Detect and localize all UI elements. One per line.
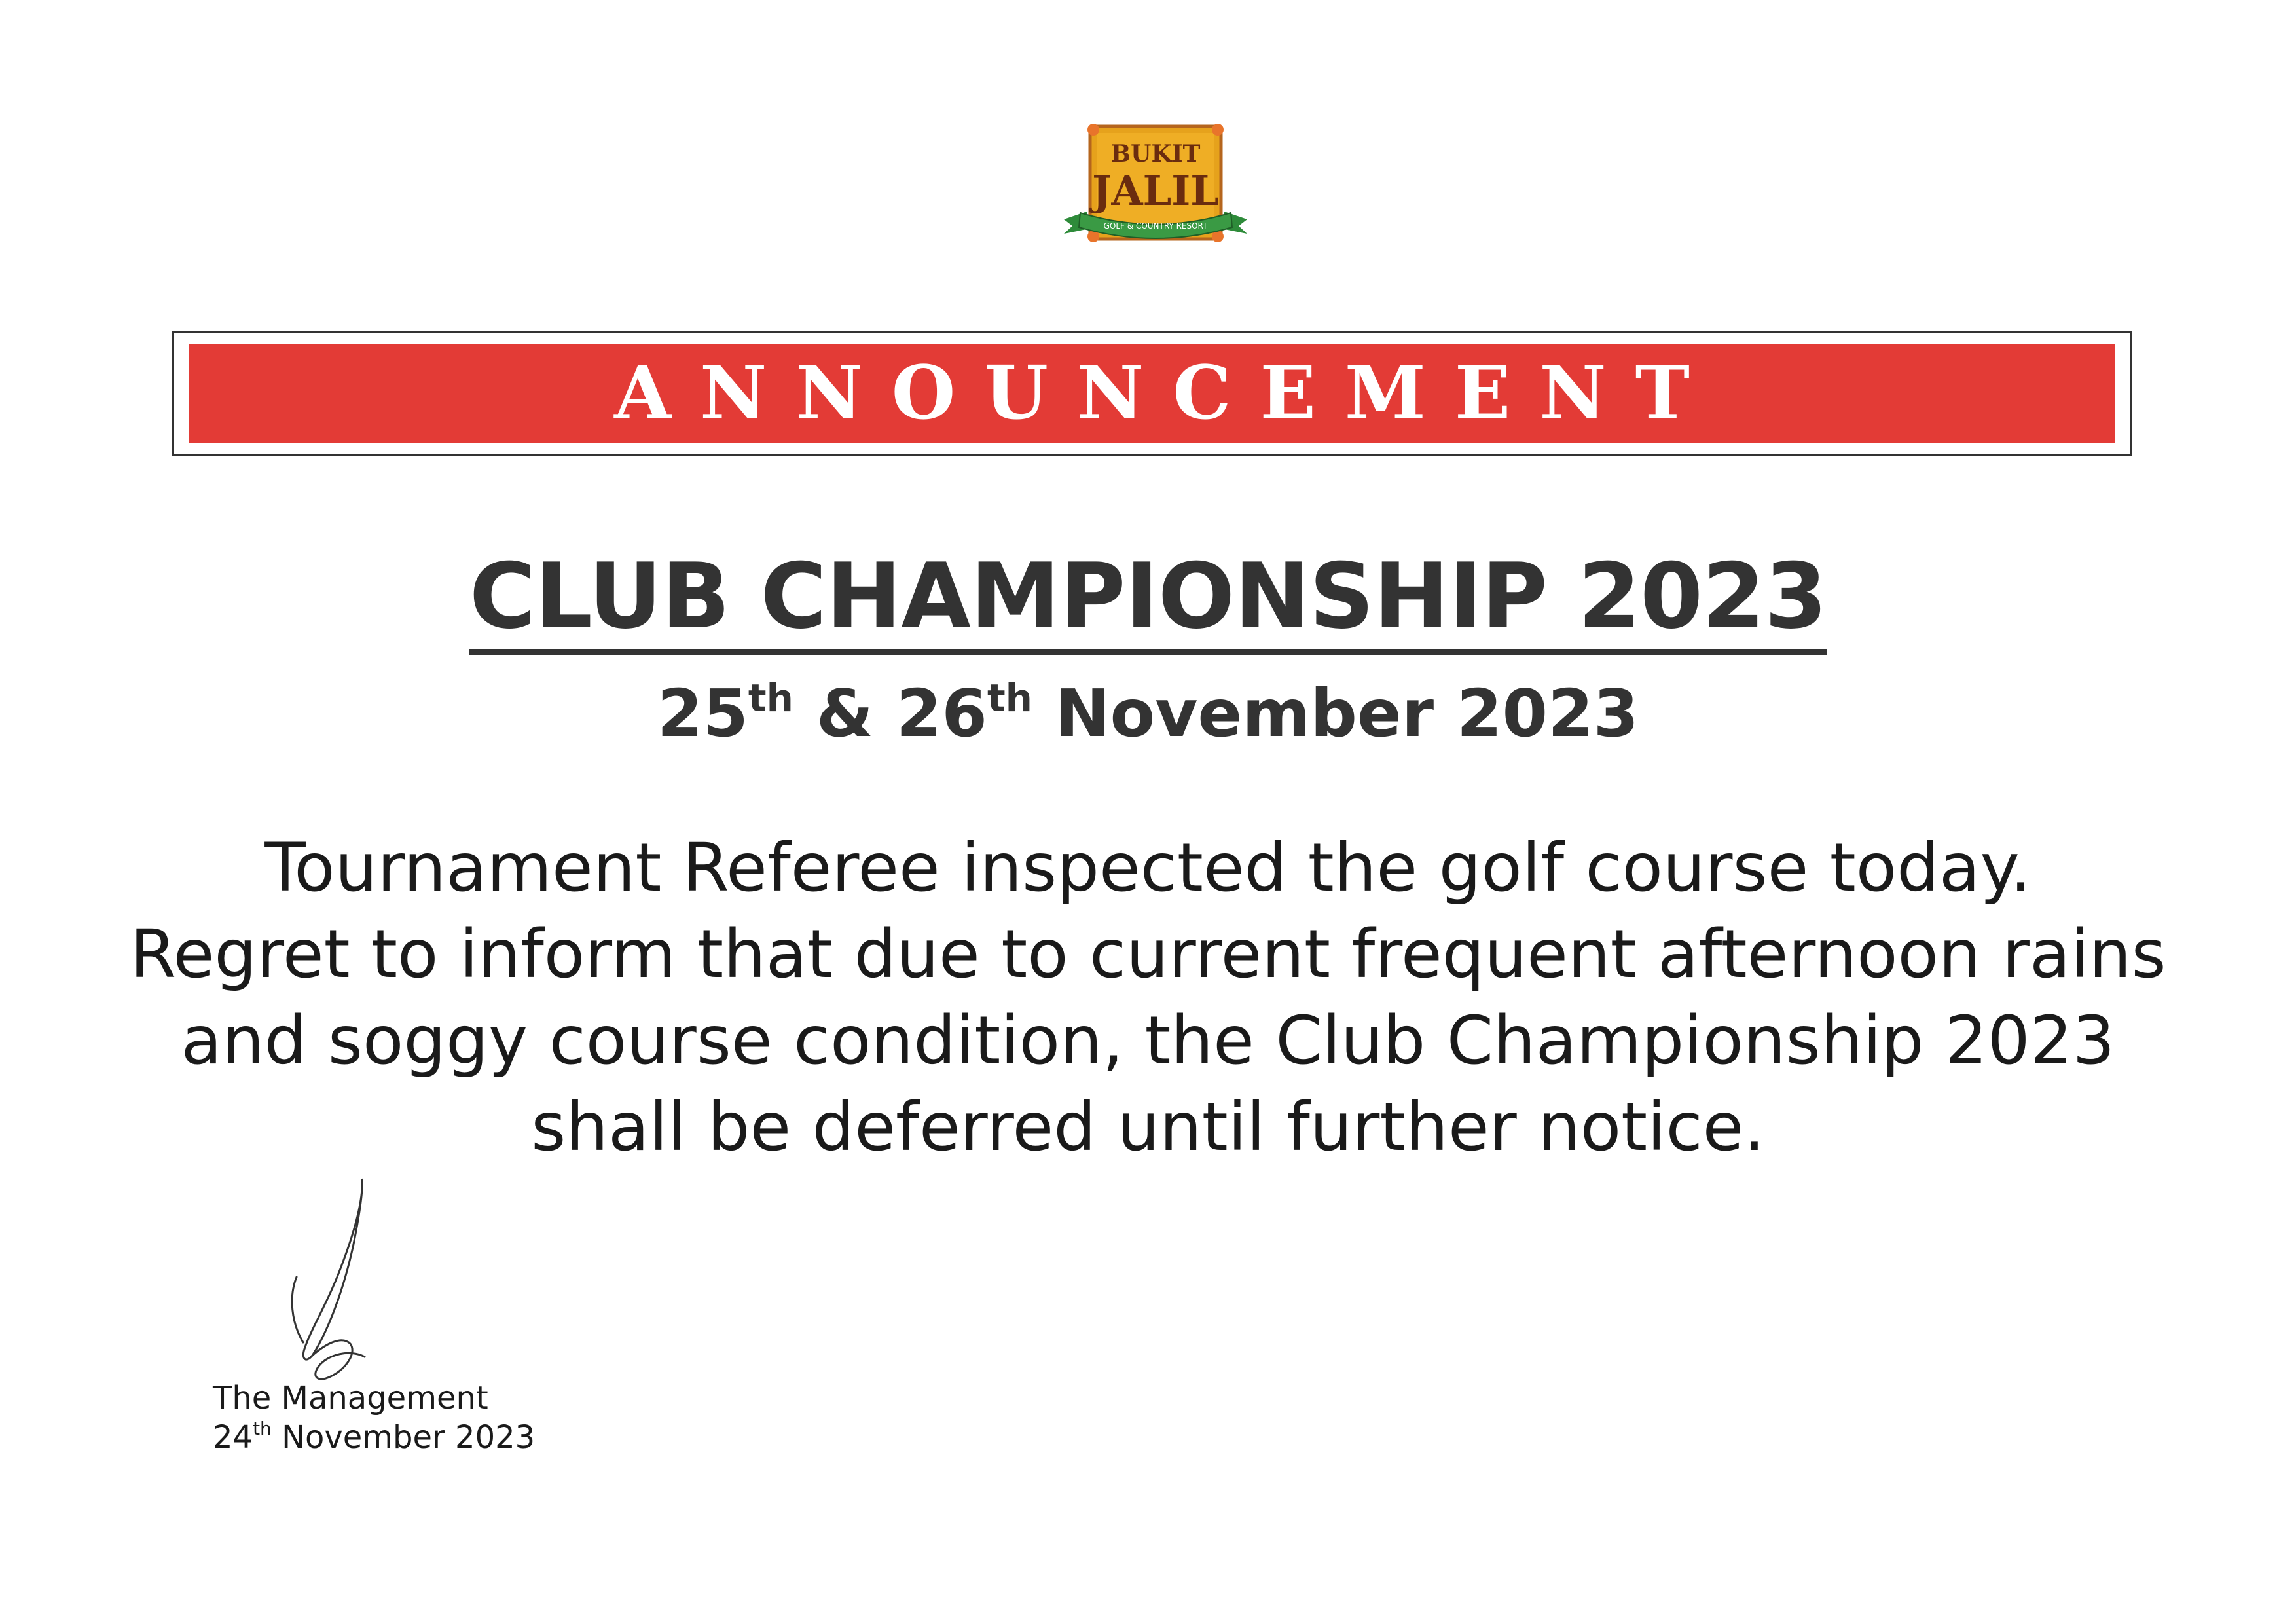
- event-date-joiner: &: [793, 675, 896, 752]
- signoff-day: 24: [213, 1419, 253, 1456]
- bukit-jalil-logo: [1061, 121, 1250, 252]
- announcement-body: [0, 825, 2296, 1171]
- announcement-banner: [172, 331, 2132, 456]
- announcement-banner-fill: [189, 344, 2115, 443]
- handwritten-signature: [265, 1172, 416, 1388]
- event-dates: [0, 675, 2296, 752]
- signoff-date: [213, 1418, 535, 1462]
- event-date-month-year: November 2023: [1032, 675, 1639, 752]
- announcement-heading: ANNOUNCEMENT: [614, 350, 1719, 436]
- logo-ribbon: GOLF & COUNTRY RESORT: [1103, 221, 1208, 231]
- event-date-day1-suffix: th: [748, 676, 793, 720]
- event-date-day1: 25: [657, 675, 748, 752]
- event-title: [0, 544, 2296, 655]
- event-date-day2: 26: [896, 675, 987, 752]
- signoff-name: The Management: [213, 1380, 488, 1416]
- body-line: Regret to inform that due to current frequent afternoon rains: [130, 915, 2166, 993]
- body-line: Tournament Referee inspected the golf course today.: [264, 829, 2032, 907]
- body-line: shall be deferred until further notice.: [531, 1088, 1765, 1166]
- body-line: and soggy course condition, the Club Championship 2023: [181, 1002, 2115, 1080]
- signoff-block: [213, 1378, 535, 1462]
- logo-line2: JALIL: [1092, 167, 1219, 215]
- signoff-day-suffix: th: [253, 1418, 272, 1439]
- event-date-day2-suffix: th: [987, 676, 1032, 720]
- signoff-month-year: November 2023: [271, 1419, 536, 1456]
- logo-line1: BUKIT: [1110, 140, 1201, 168]
- event-title-text: CLUB CHAMPIONSHIP 2023: [469, 547, 1827, 655]
